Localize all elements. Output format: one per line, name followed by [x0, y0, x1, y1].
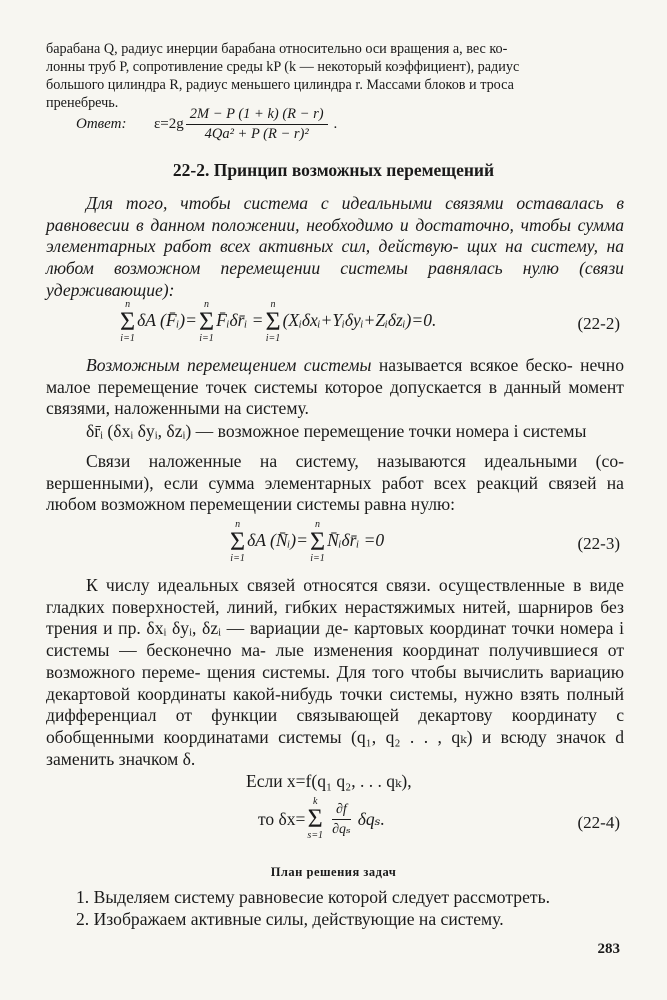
text-line: Для того, чтобы система с идеальными связями оставалась	[86, 193, 604, 213]
possible-displacement-paragraph	[46, 355, 624, 420]
text-line: нитей, шарниров без трения и пр. δxᵢ δyᵢ, δzᵢ — вариации де-	[46, 596, 624, 639]
formula-part: δA (F̄ᵢ)=	[137, 310, 197, 331]
constraints-paragraph	[46, 575, 624, 770]
page-number: 283	[597, 941, 620, 957]
equation-number: (22-4)	[577, 813, 620, 832]
section-title: 22-2. Принцип возможных перемещений	[172, 160, 495, 180]
text-line: с обобщенными координатами системы (q₁, q₂ . . , qₖ) и всюду	[46, 705, 624, 747]
sum-symbol: k Σ s=1	[307, 796, 324, 841]
delta-r-paragraph	[46, 421, 624, 443]
sum-symbol: n Σ i=1	[198, 299, 215, 344]
formula-lead: то δx=	[258, 808, 306, 829]
text-line: К числу идеальных связей относятся связи. осуществленные	[86, 575, 565, 595]
answer-formula	[76, 106, 337, 143]
answer-tail: .	[333, 116, 338, 132]
formula-22-2	[0, 300, 667, 350]
text-line: значок d заменить значком δ.	[46, 726, 624, 769]
equation-number: (22-2)	[577, 314, 620, 333]
plan-list	[76, 886, 636, 930]
text-line: щения системы. Для того чтобы вычислить вариацию декартовой	[46, 661, 624, 704]
answer-fraction	[186, 106, 328, 143]
text-line: системы	[522, 421, 587, 441]
text-line: чтобы сумма элементарных работ всех активных сил, действую-	[46, 214, 624, 257]
answer-label: Ответ:	[76, 116, 127, 132]
text-line: равнялась нулю (связи удерживающие):	[46, 258, 624, 300]
formula-22-4	[0, 797, 667, 849]
fraction-numerator: ∂f	[332, 801, 351, 820]
formula-tail: δqₛ.	[357, 808, 385, 829]
text-line: δr̄ᵢ (δxᵢ δyᵢ, δzᵢ) — возможное перемещение точки номера i	[86, 421, 519, 441]
text-line: щих на систему, на любом возможном перемещении системы	[46, 236, 624, 279]
text-line: связей на любом возможном перемещении системы равна нулю:	[46, 472, 624, 515]
text-line: барабана Q, радиус инерции барабана относительно оси вращения a, вес ко-	[46, 41, 508, 57]
term-italic: Возможным перемещением системы	[86, 355, 372, 375]
fraction-denominator: ∂qₛ	[332, 821, 351, 837]
ideal-constraints-paragraph	[46, 451, 624, 516]
text-line: большого цилиндра R, радиус меньшего цилиндра r. Массами блоков и троса	[46, 77, 514, 93]
text-line: лонны труб P, сопротивление среды kP (k — некоторый коэффициент), радиус	[46, 59, 520, 75]
formula-part: F̄ᵢδr̄ᵢ =	[216, 310, 264, 331]
answer-numerator: 2M − P (1 + k) (R − r)	[186, 106, 328, 125]
answer-denominator: 4Qa² + P (R − r)²	[204, 126, 309, 142]
plan-title: План решения задач	[270, 865, 397, 879]
formula-part: N̄ᵢδr̄ᵢ =0	[327, 530, 385, 551]
text-line: пренебречь.	[46, 95, 119, 111]
sum-symbol: n Σ i=1	[120, 299, 136, 344]
principle-paragraph	[46, 193, 624, 302]
partial-fraction	[328, 801, 355, 838]
text-line: данный момент связями, наложенными на систему.	[46, 376, 624, 419]
text-line: в виде гладких поверхностей, линий, гибких нерастяжимых	[46, 575, 624, 617]
formula-22-3	[0, 520, 667, 570]
if-line: Если x=f(q₁ q₂, . . . qₖ),	[246, 771, 412, 791]
sum-symbol: n Σ i=1	[230, 519, 246, 564]
text-line: дифференциал от функции связывающей декартову координату	[46, 705, 597, 726]
intro-paragraph	[46, 40, 626, 112]
text-line: нечно малое перемещение точек системы которое допускается в	[46, 355, 624, 397]
text-line: лые изменения координат получившиеся от возможного переме-	[46, 640, 625, 682]
text-line: вершенными), если сумма элементарных работ всех реакций	[46, 472, 539, 493]
list-item: 2. Изображаем активные силы, действующие на систему.	[76, 909, 504, 929]
formula-part: δA (N̄ᵢ)=	[247, 530, 308, 551]
sum-symbol: n Σ i=1	[265, 299, 281, 344]
equation-number: (22-3)	[577, 534, 620, 553]
text-line: в равновесии в данном положении, необходимо и достаточно,	[46, 193, 625, 235]
list-item: 1. Выделяем систему равновесие которой следует рассмотреть.	[76, 887, 550, 907]
text-line: называется всякое беско-	[371, 355, 573, 375]
text-line: Связи наложенные на систему, называются идеальными (со-	[86, 451, 624, 471]
sum-symbol: n Σ i=1	[309, 519, 326, 564]
text-line: картовых координат точки номера i системы — бесконечно ма-	[46, 618, 624, 661]
text-line: координаты какой-нибудь точки системы, нужно взять полный	[137, 683, 624, 704]
formula-part: (Xᵢδxᵢ+Yᵢδyᵢ+Zᵢδzᵢ)=0.	[282, 310, 437, 331]
answer-lhs: ε=2g	[154, 116, 184, 132]
